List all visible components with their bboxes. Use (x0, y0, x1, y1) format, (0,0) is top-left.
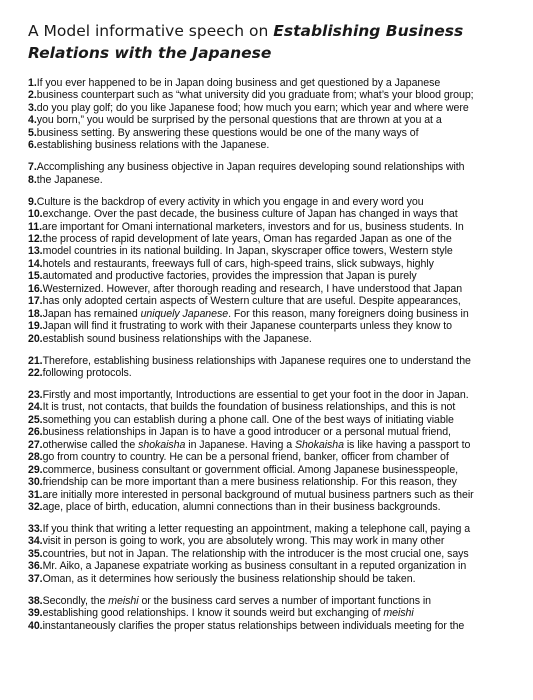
line-number: 29. (28, 463, 43, 476)
paragraph (28, 595, 519, 632)
line-text: is like having a passport to (343, 438, 471, 451)
text-line (28, 426, 519, 438)
line-text: Culture is the backdrop of every activity in which you engage in and every word you (36, 195, 424, 208)
text-line (28, 367, 519, 379)
line-number: 38. (28, 594, 43, 607)
line-number: 39. (28, 607, 43, 620)
line-number: 21. (28, 354, 43, 367)
text-line (28, 283, 519, 295)
line-number: 11. (28, 220, 42, 233)
line-text: the Japanese. (36, 173, 103, 186)
text-line (28, 451, 519, 463)
paragraph (28, 523, 519, 585)
text-line (28, 245, 519, 257)
line-number: 12. (28, 232, 43, 245)
text-line (28, 607, 519, 619)
line-number: 4. (28, 114, 37, 127)
text-line (28, 308, 519, 320)
line-text: something you can establish during a phone call. One of the best ways of initiating viable (42, 413, 454, 426)
line-text: Japan will find it frustrating to work with their Japanese counterparts unless they know to (42, 320, 452, 333)
text-line (28, 127, 519, 139)
line-text: do you play golf; do you like Japanese food; how much you earn; which year and where were (36, 101, 469, 114)
line-text: . For this reason, many foreigners doing business in (228, 307, 469, 320)
text-line (28, 221, 519, 233)
line-text: Secondly, the (42, 594, 109, 607)
text-line (28, 535, 519, 547)
line-text: Accomplishing any business objective in Japan requires developing sound relationships with (36, 161, 465, 174)
text-line (28, 320, 519, 332)
line-text: the process of rapid development of late years, Oman has regarded Japan as one of the (42, 232, 452, 245)
line-text: exchange. Over the past decade, the business culture of Japan has changed in ways that (42, 208, 458, 221)
document-body (28, 77, 519, 632)
line-text: hotels and restaurants, freeways full of cars, high-speed trains, slick subways, highly (42, 257, 434, 270)
line-number: 18. (28, 307, 43, 320)
line-number: 40. (28, 619, 43, 632)
line-text: following protocols. (42, 367, 132, 380)
line-text: otherwise called the (42, 438, 139, 451)
line-number: 5. (28, 126, 37, 139)
line-number: 36. (28, 560, 43, 573)
line-text: Westernized. However, after thorough reading and research, I have understood that Japan (42, 282, 463, 295)
line-text: model countries in its national building. In Japan, skyscraper office towers, Western style (42, 245, 453, 258)
text-line (28, 355, 519, 367)
line-number: 1. (28, 77, 37, 89)
line-text: are important for Omani international marketers, investors and for us, business students. In (42, 220, 464, 233)
line-number: 33. (28, 523, 43, 535)
text-line (28, 102, 519, 114)
italic-term: meishi (108, 594, 139, 607)
text-line (28, 295, 519, 307)
line-number: 30. (28, 476, 43, 489)
line-number: 14. (28, 257, 43, 270)
line-text: you born,” you would be surprised by the personal questions that are thrown at you at a (36, 114, 442, 127)
line-text: business counterpart such as “what university did you graduate from; what’s your blood group; (36, 89, 474, 102)
line-number: 2. (28, 89, 37, 102)
text-line (28, 501, 519, 513)
text-line (28, 174, 519, 186)
line-text: visit in person is going to work, you are absolutely wrong. This may work in many other (42, 535, 445, 548)
line-text: go from country to country. He can be a personal friend, banker, officer from chamber of (42, 451, 449, 464)
line-text: establish sound business relationships with the Japanese. (42, 332, 312, 345)
line-text: instantaneously clarifies the proper status relationships between individuals meeting for the (42, 619, 465, 632)
text-line (28, 439, 519, 451)
paragraph (28, 77, 519, 152)
line-text: countries, but not in Japan. The relationship with the introducer is the most crucial one, says (42, 547, 469, 560)
line-number: 27. (28, 438, 43, 451)
line-text: Oman, as it determines how seriously the business relationship should be taken. (42, 572, 416, 585)
text-line (28, 548, 519, 560)
line-text: has only adopted certain aspects of Western culture that are useful. Despite appearances, (42, 295, 461, 308)
document-title (28, 20, 519, 64)
line-number: 3. (28, 101, 37, 114)
line-text: If you think that writing a letter requesting an appointment, making a telephone call, paying a (42, 523, 471, 535)
line-text: in Japanese. Having a (185, 438, 295, 451)
text-line (28, 208, 519, 220)
line-number: 7. (28, 161, 37, 174)
italic-term: uniquely Japanese (140, 307, 229, 320)
text-line (28, 389, 519, 401)
text-line (28, 560, 519, 572)
line-number: 32. (28, 501, 43, 514)
line-number: 35. (28, 547, 43, 560)
line-text: or the business card serves a number of important functions in (138, 594, 431, 607)
line-number: 24. (28, 401, 43, 414)
italic-term: shokaisha (138, 438, 186, 451)
line-text: Mr. Aiko, a Japanese expatriate working as business consultant in a reputed organization in (42, 560, 467, 573)
line-number: 37. (28, 572, 43, 585)
italic-term: meishi (383, 607, 414, 620)
line-text: establishing business relations with the Japanese. (36, 139, 270, 152)
text-line (28, 233, 519, 245)
line-number: 23. (28, 388, 43, 401)
line-text: Therefore, establishing business relationships with Japanese requires one to understand the (42, 354, 471, 367)
text-line (28, 476, 519, 488)
line-number: 26. (28, 426, 43, 439)
title-emphasis: Establishing Business Relations with the Japanese (28, 22, 464, 62)
text-line (28, 573, 519, 585)
line-text: automated and productive factories, provides the impression that Japan is purely (42, 270, 417, 283)
line-number: 15. (28, 270, 43, 283)
text-line (28, 196, 519, 208)
line-number: 13. (28, 245, 43, 258)
line-number: 28. (28, 451, 43, 464)
line-text: are initially more interested in personal background of mutual business partners such as their (42, 488, 474, 501)
italic-term: Shokaisha (294, 438, 344, 451)
text-line (28, 414, 519, 426)
line-number: 9. (28, 195, 37, 208)
line-number: 22. (28, 367, 43, 380)
text-line (28, 620, 519, 632)
text-line (28, 77, 519, 89)
line-number: 10. (28, 208, 43, 221)
line-text: establishing good relationships. I know it sounds weird but exchanging of (42, 607, 384, 620)
line-number: 25. (28, 413, 43, 426)
line-text: It is trust, not contacts, that builds the foundation of business relationships, and this is not (42, 401, 456, 414)
text-line (28, 333, 519, 345)
text-line (28, 114, 519, 126)
line-number: 17. (28, 295, 43, 308)
text-line (28, 401, 519, 413)
text-line (28, 270, 519, 282)
text-line (28, 258, 519, 270)
paragraph (28, 355, 519, 380)
text-line (28, 161, 519, 173)
line-text: Japan has remained (42, 307, 141, 320)
title-prefix: A Model informative speech on (28, 22, 274, 40)
line-text: friendship can be more important than a mere business relationship. For this reason, they (42, 476, 457, 489)
line-text: commerce, business consultant or government official. Among Japanese businesspeople, (42, 463, 459, 476)
line-text: age, place of birth, education, alumni connections than in their business backgrounds. (42, 501, 441, 514)
line-number: 31. (28, 488, 43, 501)
text-line (28, 139, 519, 151)
text-line (28, 489, 519, 501)
line-number: 8. (28, 173, 37, 186)
text-line (28, 89, 519, 101)
paragraph (28, 389, 519, 514)
line-text: business setting. By answering these questions would be one of the many ways of (36, 126, 419, 139)
line-number: 34. (28, 535, 43, 548)
text-line (28, 595, 519, 607)
line-text: Firstly and most importantly, Introductions are essential to get your foot in the door in Japan. (42, 388, 469, 401)
paragraph (28, 161, 519, 186)
line-number: 6. (28, 139, 37, 152)
paragraph (28, 196, 519, 345)
text-line (28, 523, 519, 535)
line-number: 20. (28, 332, 43, 345)
line-number: 16. (28, 282, 43, 295)
line-number: 19. (28, 320, 43, 333)
line-text: If you ever happened to be in Japan doing business and get questioned by a Japanese (36, 77, 441, 89)
line-text: business relationships in Japan is to have a good introducer or a personal mutual friend, (42, 426, 451, 439)
text-line (28, 464, 519, 476)
